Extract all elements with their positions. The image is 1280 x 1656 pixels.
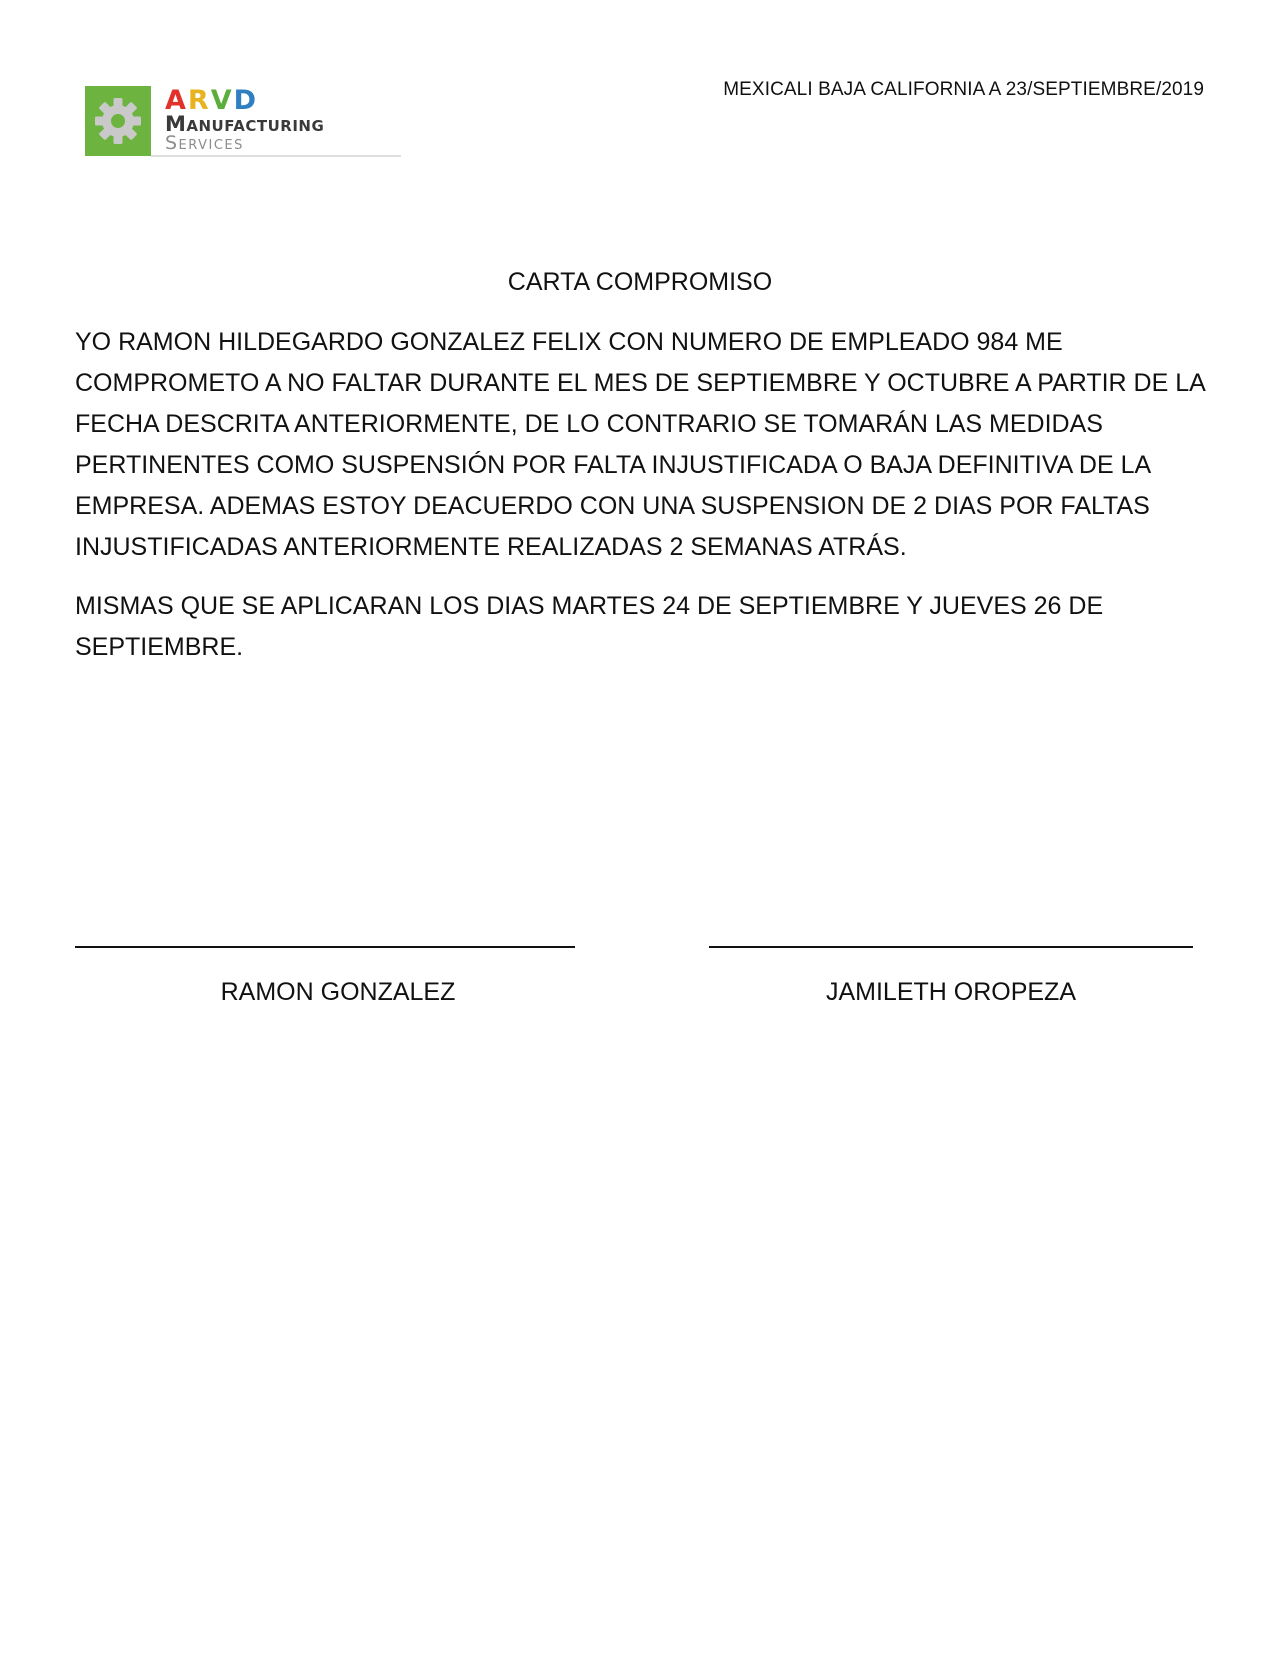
place-date: MEXICALI BAJA CALIFORNIA A 23/SEPTIEMBRE/2019 <box>723 79 1204 100</box>
document-title: CARTA COMPROMISO <box>507 268 773 296</box>
signature-name-witness: JAMILETH OROPEZA <box>825 978 1077 1006</box>
suspension-dates-paragraph: MISMAS QUE SE APLICARAN LOS DIAS MARTES 24 DE SEPTIEMBRE Y JUEVES 26 DE SEPTIEMBRE. <box>75 592 1104 661</box>
signature-name-employee: RAMON GONZALEZ <box>220 978 456 1006</box>
gear-icon <box>95 98 141 144</box>
logo-line-manufacturing: Manufacturing <box>165 112 325 136</box>
signature-line-witness <box>709 946 1193 948</box>
logo-brand: ARVD <box>165 86 259 116</box>
signature-line-employee <box>75 946 575 948</box>
company-logo <box>85 86 403 162</box>
commitment-paragraph: YO RAMON HILDEGARDO GONZALEZ FELIX CON NUMERO DE EMPLEADO 984 ME COMPROMETO A NO FALTAR DURANTE EL MES DE SEPTIEMBRE Y OCTUBRE A PARTIR DE LA FECHA DESCRITA ANTERIORMENTE, DE LO CONTRARIO SE TOMARÁN LAS MEDIDAS PERTINENTES COMO SUSPENSIÓN POR FALTA INJUSTIFICADA O BAJA DEFINITIVA DE LA EMPRESA. ADEMAS ESTOY DEACUERDO CON UNA SUSPENSION DE 2 DIAS POR FALTAS INJUSTIFICADAS ANTERIORMENTE REALIZADAS 2 SEMANAS ATRÁS. <box>75 328 1205 561</box>
logo-line-services: Services <box>165 132 244 154</box>
company-logo-graphic <box>85 86 403 162</box>
